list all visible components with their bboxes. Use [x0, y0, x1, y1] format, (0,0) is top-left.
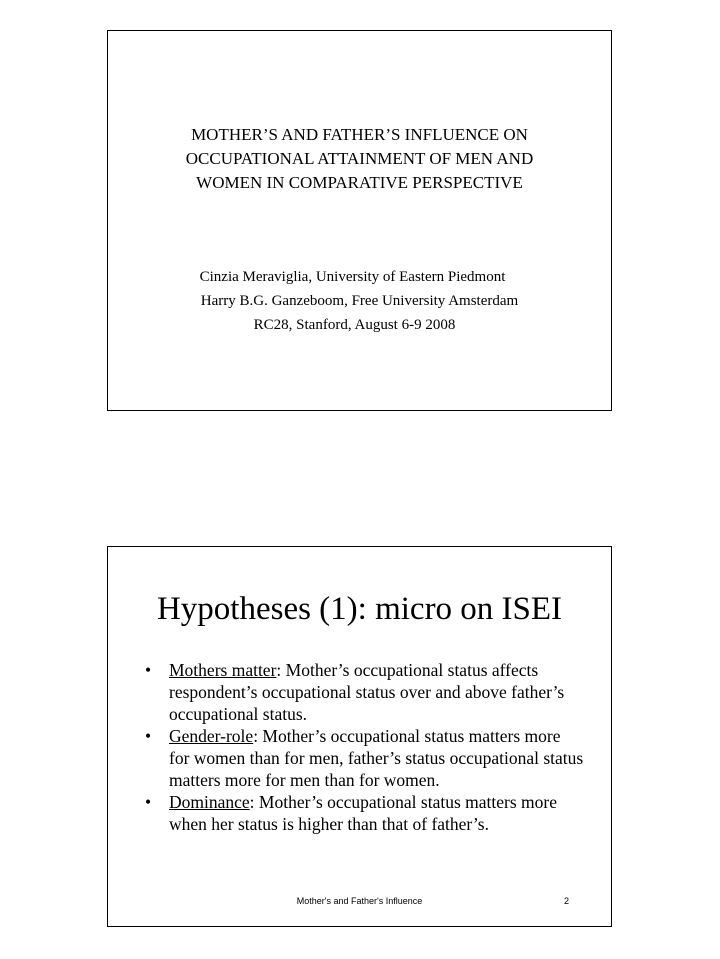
hypothesis-term: Gender-role: [169, 726, 254, 746]
bullet-icon: •: [145, 792, 152, 812]
hypothesis-term: Mothers matter: [169, 660, 277, 680]
page-number: 2: [563, 896, 569, 906]
author-line: Cinzia Meraviglia, University of Eastern Piedmont: [199, 269, 506, 285]
title-line: WOMEN IN COMPARATIVE PERSPECTIVE: [196, 173, 523, 192]
hypothesis-text: : Mother’s occupational status matters more for women than for men, father’s status occupational status matters more for men than for women.: [169, 726, 584, 790]
author-line: Harry B.G. Ganzeboom, Free University Amsterdam: [200, 293, 519, 309]
slide-title: [108, 123, 611, 195]
bullet-list: [145, 659, 585, 835]
title-slide: [107, 30, 612, 411]
slide-footer: Mother's and Father's Influence: [296, 896, 423, 906]
title-line: OCCUPATIONAL ATTAINMENT OF MEN AND: [185, 149, 534, 168]
bullet-item: [145, 791, 585, 835]
hypotheses-slide: [107, 546, 612, 927]
bullet-item: [145, 725, 585, 791]
bullet-icon: •: [145, 726, 152, 746]
hypothesis-text: : Mother’s occupational status matters more when her status is higher than that of father’s.: [169, 792, 557, 834]
bullet-icon: •: [145, 660, 152, 680]
hypothesis-text: : Mother’s occupational status affects respondent’s occupational status over and above father’s occupational status.: [169, 660, 565, 724]
slide-title: Hypotheses (1): micro on ISEI: [156, 591, 563, 627]
hypothesis-term: Dominance: [169, 792, 250, 812]
conference-line: RC28, Stanford, August 6-9 2008: [253, 317, 456, 333]
author-block: [108, 265, 611, 337]
bullet-item: [145, 659, 585, 725]
title-line: MOTHER’S AND FATHER’S INFLUENCE ON: [191, 125, 528, 144]
